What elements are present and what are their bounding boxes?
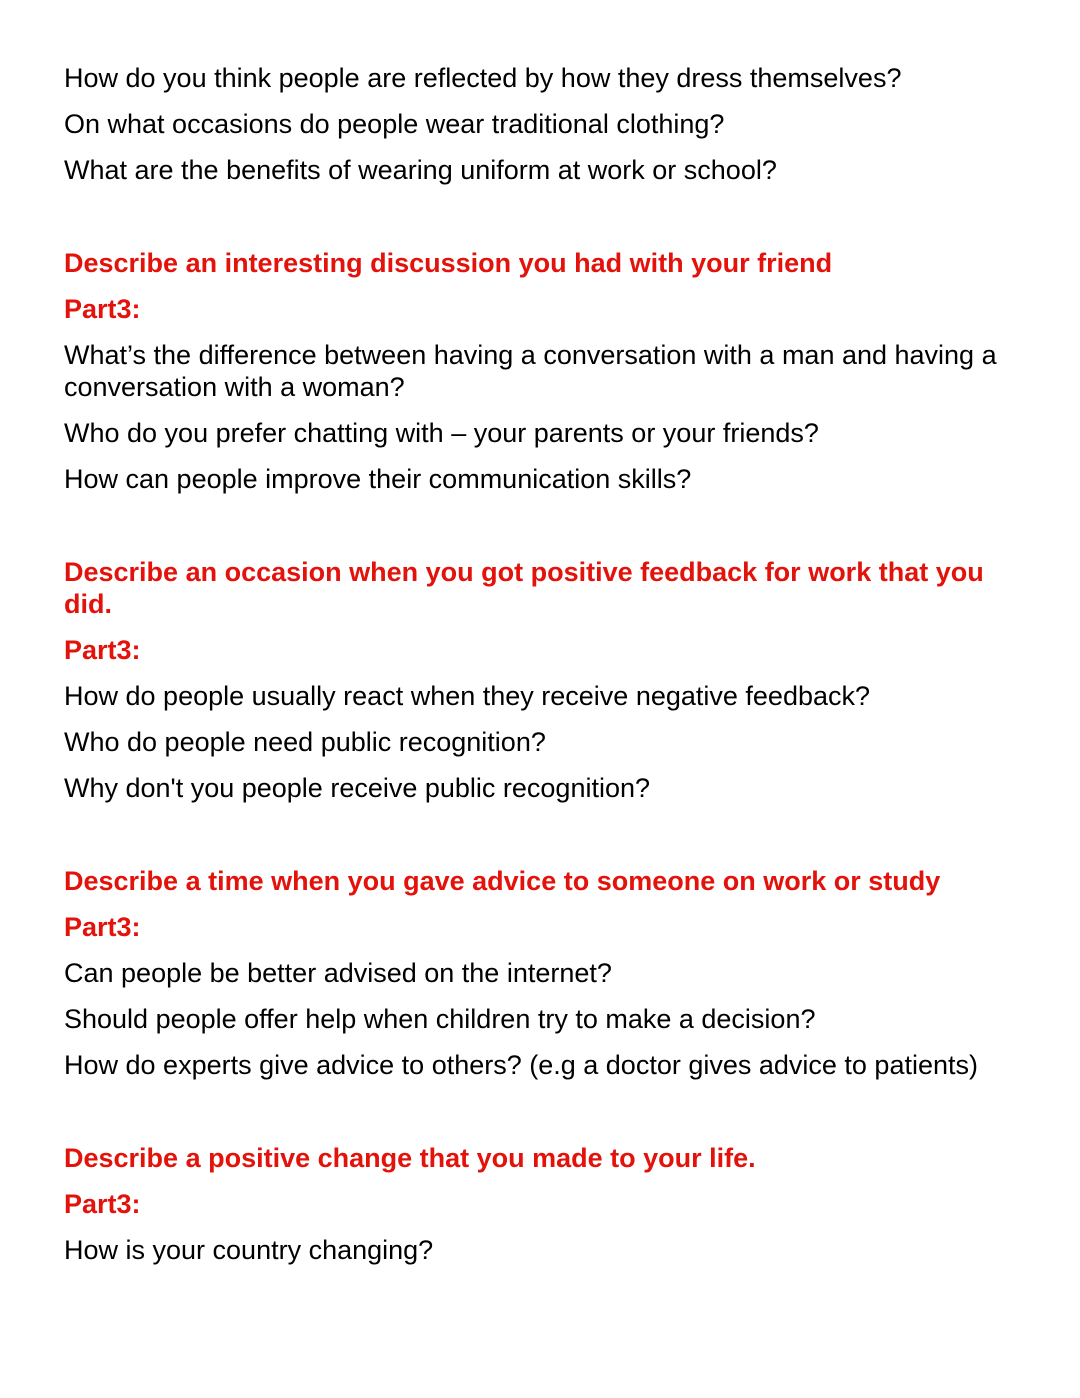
part-label: Part3: (64, 294, 141, 324)
topic-heading: Describe an occasion when you got positive feedback for work that you did. (64, 557, 984, 619)
question-text: How do you think people are reflected by how they dress themselves? (64, 63, 902, 93)
question-text: On what occasions do people wear traditional clothing? (64, 109, 725, 139)
question-text: Who do people need public recognition? (64, 727, 546, 757)
question-text: How do experts give advice to others? (e.g a doctor gives advice to patients) (64, 1050, 978, 1080)
question-text: How is your country changing? (64, 1235, 434, 1265)
question-list (64, 1234, 1024, 1266)
topic-section-feedback (64, 556, 1024, 804)
part-label: Part3: (64, 912, 141, 942)
document-page (64, 62, 1024, 1266)
question-list (64, 339, 1024, 495)
topic-section-positive-change (64, 1142, 1024, 1266)
intro-question-list (64, 62, 1024, 186)
question-text: How do people usually react when they receive negative feedback? (64, 681, 871, 711)
question-text: Why don't you people receive public recognition? (64, 773, 651, 803)
question-text: What’s the difference between having a conversation with a man and having a conversation with a woman? (64, 340, 997, 402)
question-text: Can people be better advised on the internet? (64, 958, 612, 988)
part-label: Part3: (64, 1189, 141, 1219)
question-list (64, 957, 1024, 1081)
topic-heading: Describe an interesting discussion you had with your friend (64, 248, 833, 278)
topic-section-advice (64, 865, 1024, 1081)
topic-heading: Describe a positive change that you made to your life. (64, 1143, 756, 1173)
question-text: Should people offer help when children try to make a decision? (64, 1004, 816, 1034)
topic-section-discussion (64, 247, 1024, 495)
question-list (64, 680, 1024, 804)
question-text: What are the benefits of wearing uniform at work or school? (64, 155, 777, 185)
part-label: Part3: (64, 635, 141, 665)
question-text: How can people improve their communication skills? (64, 464, 692, 494)
topic-heading: Describe a time when you gave advice to someone on work or study (64, 866, 941, 896)
question-text: Who do you prefer chatting with – your parents or your friends? (64, 418, 819, 448)
